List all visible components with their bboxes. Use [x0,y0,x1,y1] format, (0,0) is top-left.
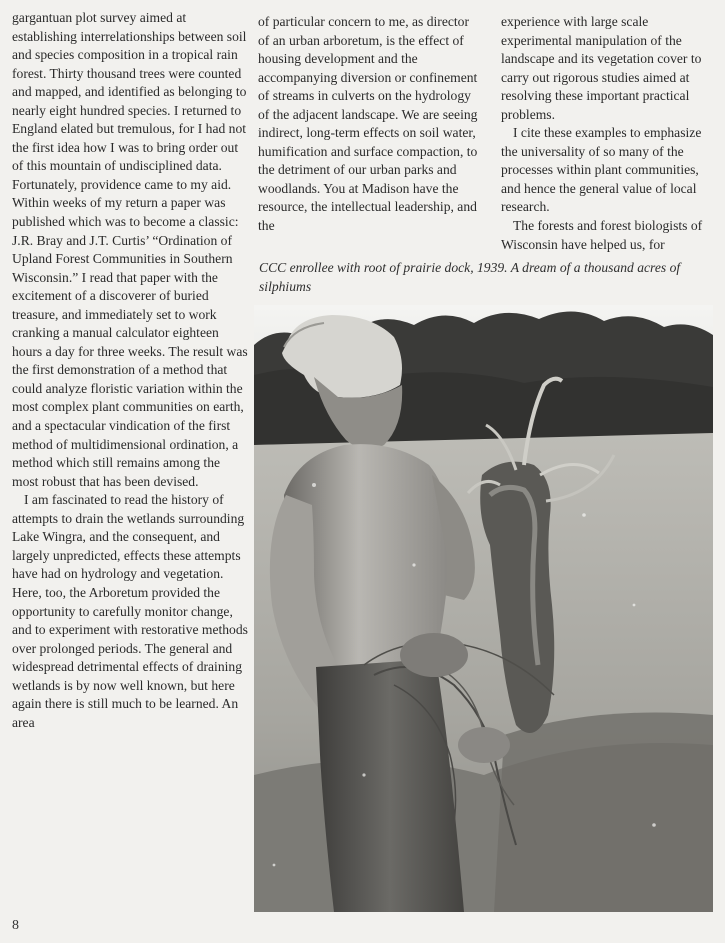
text-column-middle [258,13,480,236]
paragraph: of particular concern to me, as director of an urban arboretum, is the effect of housing development and the accompanying diversion or confinement of streams in culverts on the hydrology of the adjacent landscape. We are seeing indirect, long-term effects on soil water, humification and surface compaction, to the detriment of our urban parks and woodlands. You at Madison have the resource, the intellectual leadership, and the [258,14,478,234]
page-number: 8 [12,918,19,933]
paragraph: The forests and forest biologists of Wisconsin have helped us, for [501,218,703,252]
paragraph: gargantuan plot survey aimed at establishing interrelationships between soil and species composition in a tropical rain forest. Thirty thousand trees were counted and mapped, and identified as belonging to nearly eight hundred species. I returned to England elated but tremulous, for I had not the first idea how I was to bring order out of this mountain of undisciplined data. Fortunately, providence came to my aid. Within weeks of my return a paper was published which was to become a classic: J.R. Bray and J.T. Curtis’ “Ordination of Upland Forest Communities in Southern Wisconsin.” I read that paper with the excitement of a discoverer of buried treasure, and immediately set to work cranking a manual calculator eighteen hours a day for three weeks. The result was the first demonstration of a method that could analyze floristic variation within the most complex plant communities on earth, and a spectacular vindication of the first method of multidimensional ordination, a method which still remains among the most robust that has been devised. [12,10,248,489]
text-column-left [12,9,248,732]
photo-ccc-enrollee-prairie-dock [254,305,713,912]
photo-caption: CCC enrollee with root of prairie dock, 1939. A dream of a thousand acres of silphiums [259,260,681,294]
paragraph: I cite these examples to emphasize the universality of so many of the processes within plant communities, and hence the general value of local research. [501,125,702,215]
paragraph: experience with large scale experimental manipulation of the landscape and its vegetation cover to carry out rigorous studies aimed at resolving these important practical problems. [501,14,702,122]
text-column-right [501,13,719,254]
paragraph: I am fascinated to read the history of attempts to drain the wetlands surrounding Lake Wingra, and the consequent, and largely unpredicted, effects these attempts have had on hydrology and vegetation. Here, too, the Arboretum provided the opportunity to carefully monitor change, and to experiment with restorative methods over prolonged periods. The general and widespread detrimental effects of draining wetlands is by now well known, but here again there is still much to be learned. An area [12,492,248,730]
